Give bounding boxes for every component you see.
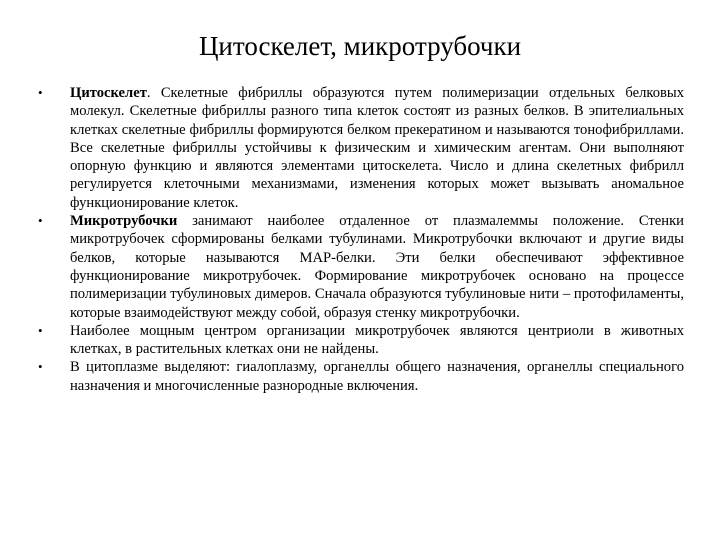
bullet-text: занимают наиболее отдаленное от плазмалеммы положение. Стенки микротрубочек сформированы белками тубулинами. Микротрубочки включают и другие виды белков, которые называются МАР-белки. Эти белки обеспечивают эффективное функционирование микротрубочек. Формирование микротрубочек основано на процессе полимеризации тубулиновых димеров. Сначала образуются тубулиновые нити – протофиламенты, которые взаимодействуют между собой, образуя стенку микротрубочки. xyxy=(70,213,684,321)
bullet-term: Цитоскелет xyxy=(70,85,147,101)
bullet-term: Микротрубочки xyxy=(70,213,178,230)
bullet-item-centrioles xyxy=(38,322,684,359)
bullet-text: В цитоплазме выделяют: гиалоплазму, органеллы общего назначения, органеллы специального назначения и многочисленные разнородные включения. xyxy=(70,359,684,394)
bullet-text: . Скелетные фибриллы образуются путем полимеризации отдельных белковых молекул. Скелетные фибриллы разного типа клеток состоят из разных белков. В эпителиальных клетках скелетные фибриллы формируются белком прекератином и называются тонофибриллами. Все скелетные фибриллы устойчивы к физическим и химическим агентам. Они выполняют опорную функцию и являются элементами цитоскелета. Число и длина скелетных фибрилл регулируется клеточными механизмами, изменения которых может вызывать аномальное функционирование клеток. xyxy=(70,85,684,211)
bullet-text: Наиболее мощным центром организации микротрубочек являются центриоли в животных клетках, в растительных клетках они не найдены. xyxy=(70,322,684,358)
bullet-dot-icon: • xyxy=(38,85,43,100)
bullet-list xyxy=(38,84,684,395)
bullet-dot-icon: • xyxy=(38,359,43,375)
bullet-dot-icon: • xyxy=(38,213,43,229)
bullet-dot-icon: • xyxy=(38,322,43,338)
bullet-item-cytoskeleton xyxy=(38,84,684,212)
bullet-item-microtubules xyxy=(38,212,684,322)
slide-title: Цитоскелет, микротрубочки xyxy=(198,31,522,61)
bullet-item-cytoplasm xyxy=(38,358,684,395)
